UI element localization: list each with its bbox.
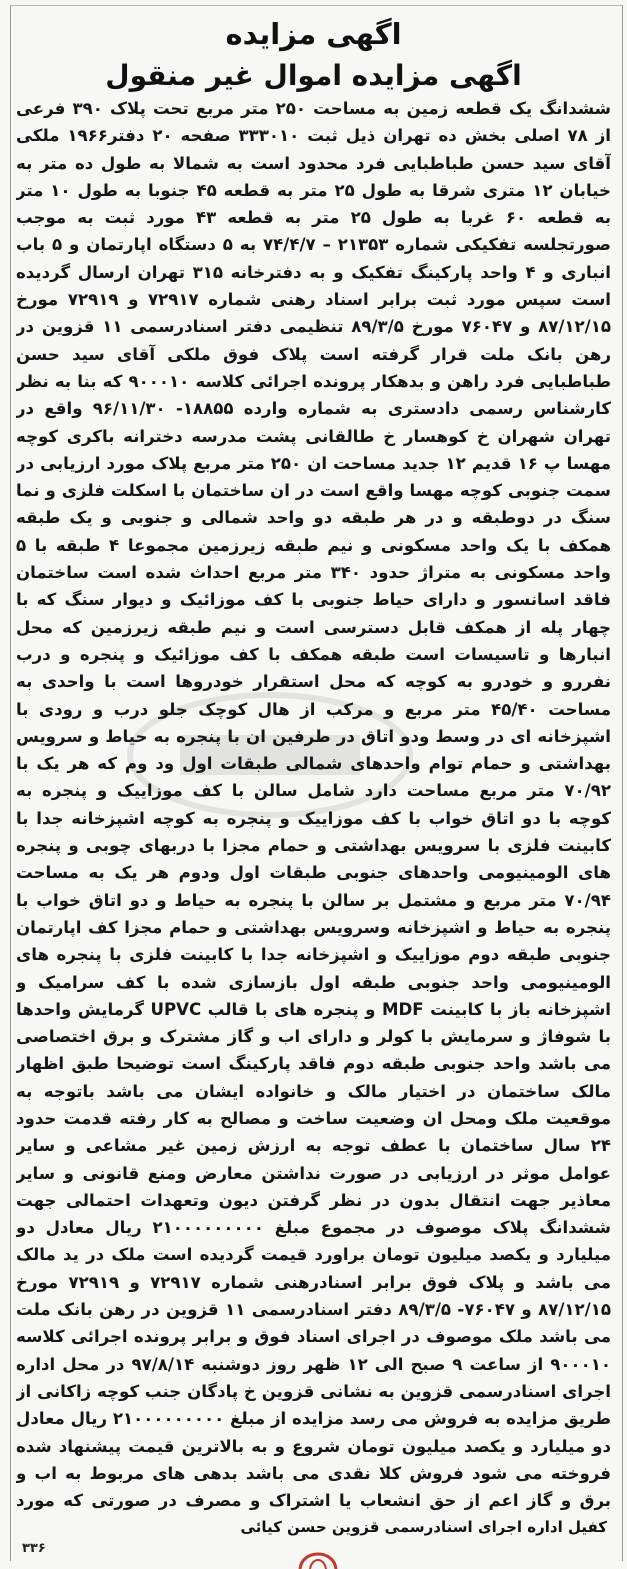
page-number: ۳۳۶ — [22, 1541, 46, 1556]
notice-subtitle: اگهی مزایده اموال غیر منقول — [105, 59, 522, 92]
notice-body: ششدانگ یک قطعه زمین به مساحت ۲۵۰ متر مربع تحت پلاک ۳۹۰ فرعی از ۷۸ اصلی بخش ده تهران ذیل ثبت ۳۳۳۰۱۰ صفحه ۲۰ دفتر۱۹۶۶ ملکی آقای سید حسن طباطبایی فرد محدود است به شمالا به طول ده متر به خیابان ۱۲ متری شرقا به طول ۲۵ متر به قطعه ۴۵ جنوبا به طول ۱۰ متر به قطعه ۶۰ غربا به طول ۲۵ متر به قطعه ۴۳ مورد ثبت به موجب صورتجلسه تفکیکی شماره ۲۱۳۵۳ – ۷۴/۴/۷ به ۵ دستگاه اپارتمان و ۵ باب انباری و ۴ واحد پارکینگ تفکیک و به دفترخانه ۳۱۵ تهران ارسال گردیده است سپس مورد ثبت برابر اسناد رهنی شماره ۷۲۹۱۷ و ۷۲۹۱۹ مورخ ۸۷/۱۲/۱۵ و ۷۶۰۴۷ مورخ ۸۹/۳/۵ تنظیمی دفتر اسنادرسمی ۱۱ قزوین در رهن بانک ملت قرار گرفته است پلاک فوق ملکی آقای سید حسن طباطبایی فرد راهن و بدهکار پرونده اجرائی کلاسه ۹۰۰۰۱۰ که بنا به نظر کارشناس رسمی دادستری به شماره وارده ۱۸۸۵۵- ۹۶/۱۱/۳۰ واقع در تهران شهران خ کوهسار خ طالقانی پشت مدرسه دخترانه باکری کوچه مهسا پ ۱۶ قدیم ۱۲ جدید مساحت ان ۲۵۰ متر مربع پلاک مورد ارزیابی در سمت جنوبی کوچه مهسا واقع است در ان ساختمان با اسکلت فلزی و نما سنگ در دوطبقه و در هر طبقه دو واحد شمالی و جنوبی و یک طبقه همکف با یک واحد مسکونی و نیم طبقه زیرزمین مجموعا ۴ طبقه با ۵ واحد مسکونی به متراژ حدود ۳۴۰ متر مربع احداث شده است ساختمان فاقد اسانسور و دارای حیاط جنوبی با کف موزائیک و دیوار سنگ که با چهار پله از همکف قابل دسترسی است و نیم طبقه زیرزمین که محل انبارها و تاسیسات است طبقه همکف با کف موزائیک و پنجره و درب نفررو و خودرو به کوچه که محل استقرار خودروها است با واحدی به مساحت ۴۵/۴۰ متر مربع و مرکب از هال کوچک جلو درب و رودی با اشپزخانه ای در وسط ودو اتاق در طرفین ان با پنجره به حیاط و سرویس بهداشتی و حمام توام واحدهای شمالی طبقات اول ود وم که هر یک با ۷۰/۹۲ متر مربع مساحت دارد شامل سالن با کف موزاییک و پنجره به کوچه با دو اتاق خواب با کف موزاییک و پنجره به کوچه اشپزخانه جدا با کابینت فلزی با سرویس بهداشتی و حمام مجزا با دربهای چوبی و پنجره های الومینیومی واحدهای جنوبی طبقات اول ودوم هر یک به مساحت ۷۰/۹۴ متر مربع و مشتمل بر سالن با پنجره به حیاط و دو اتاق خواب با پنجره به حیاط و اشپزخانه وسرویس بهداشتی و حمام مجزا کف اپارتمان جنوبی طبقه دوم موزاییک و اشپزخانه جدا با کابینت فلزی با پنجره های الومینیومی واحد جنوبی طبقه اول بازسازی شده با کف سرامیک و اشپزخانه باز با کابینت MDF و پنجره های با قالب UPVC گرمایش واحدها با شوفاژ و سرمایش با کولر و دارای اب و گاز مشترک و برق اختصاصی می باشد واحد جنوبی طبقه دوم فاقد پارکینگ است توضیحا طبق اظهار مالک ساختمان در اختیار مالک و خانواده ایشان می باشد باتوجه به موقعیت ملک ومحل ان وضعیت ساخت و مصالح به کار رفته قدمت حدود ۲۴ سال ساختمان با عطف توجه به ارزش زمین غیر مشاعی و سایر عوامل موثر در ارزیابی در صورت نداشتن معارض ومنع قانونی و سایر معاذیر جهت انتقال بدون در نظر گرفتن دیون وتعهدات احتمالی جهت ششدانگ پلاک موصوف در مجموع مبلغ ۲۱۰۰۰۰۰۰۰۰۰ ریال معادل دو میلیارد و یکصد میلیون تومان براورد قیمت گردیده است ملک در ید مالک می باشد و پلاک فوق برابر اسنادرهنی شماره ۷۲۹۱۷ و ۷۲۹۱۹ مورخ ۸۷/۱۲/۱۵ و ۷۶۰۴۷- ۸۹/۳/۵ دفتر اسنادرسمی ۱۱ قزوین در رهن بانک ملت می باشد ملک موصوف در اجرای اسناد فوق و برابر پرونده اجرائی کلاسه ۹۰۰۰۱۰ از ساعت ۹ صبح الی ۱۲ ظهر روز دوشنبه ۹۷/۸/۱۴ در محل اداره اجرای اسنادرسمی قزوین به نشانی قزوین خ پادگان جنب کوچه زاکانی از طریق مزایده به فروش می رسد مزایده از مبلغ ۲۱۰۰۰۰۰۰۰۰۰ ریال معادل دو میلیارد و یکصد میلیون تومان شروع و به بالاترین قیمت پیشنهاد شده فروخته می شود فروش کلا نقدی می باشد بدهی های مربوط به اب و برق و گاز اعم از حق انشعاب یا اشتراک و مصرف در صورتی که مورد — [16, 99, 611, 1511]
notice-title: اگهی مزایده — [225, 17, 402, 51]
notice-signature: کفیل اداره اجرای اسنادرسمی قزوین حسن کیائی — [240, 1518, 607, 1536]
red-stamp-mark — [296, 1543, 340, 1569]
